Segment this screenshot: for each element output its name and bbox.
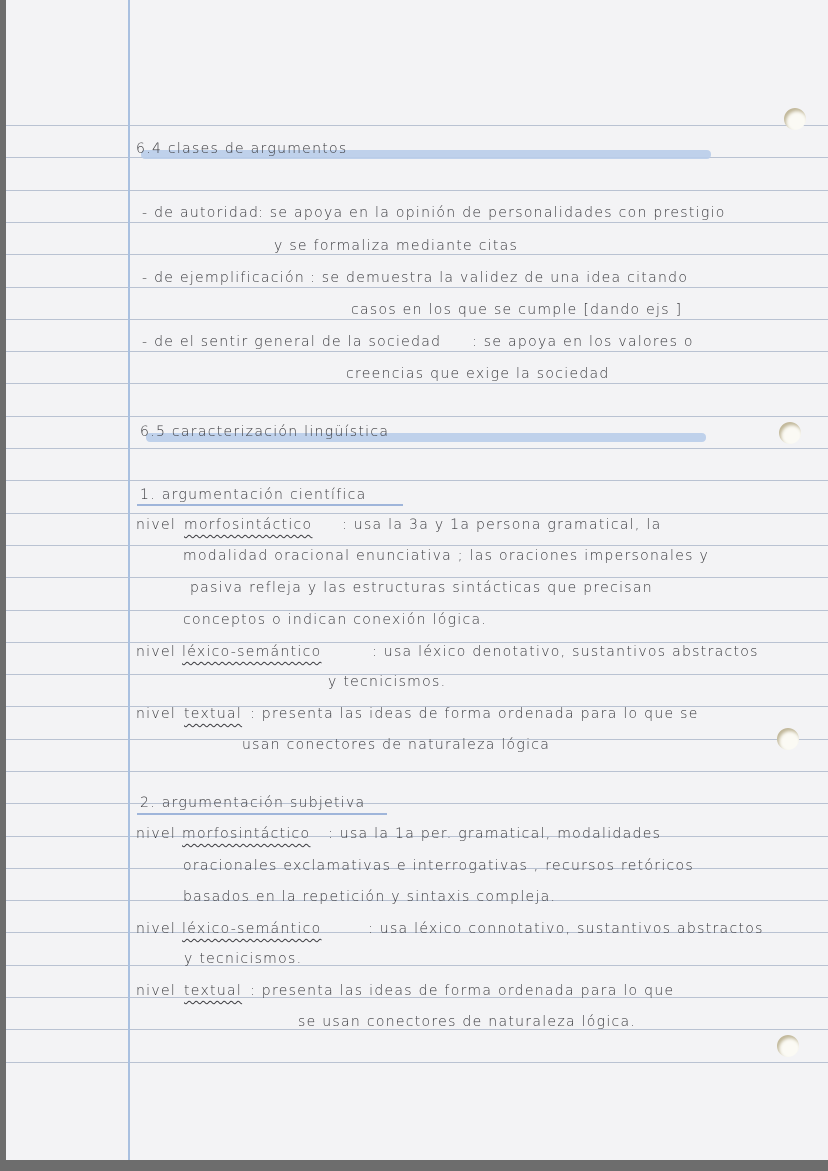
level-name: léxico-semántico <box>182 921 322 937</box>
item-label: - de el sentir general de la sociedad <box>142 334 442 350</box>
level-label: nivel <box>136 983 177 999</box>
level-text: se usan conectores de naturaleza lógica. <box>298 1014 637 1030</box>
item-text: creencias que exige la sociedad <box>346 366 610 382</box>
binder-hole <box>784 108 806 130</box>
level-label: nivel <box>136 706 177 722</box>
item-text: : se apoya en la opinión de personalidades con prestigio <box>258 205 726 221</box>
subtitle-underline <box>137 504 403 506</box>
level-text: usan conectores de naturaleza lógica <box>242 737 551 753</box>
item-label: - de autoridad <box>142 205 260 221</box>
section-title: 6.5 caracterización lingüística <box>140 424 390 440</box>
level-text: : presenta las ideas de forma ordenada para lo que se <box>250 706 699 722</box>
item-text: casos en los que se cumple [dando ejs ] <box>351 302 683 318</box>
level-name: morfosintáctico <box>184 517 313 533</box>
binder-hole <box>777 1035 799 1057</box>
level-text: : usa léxico denotativo, sustantivos abstractos <box>372 644 759 660</box>
level-text: y tecnicismos. <box>328 674 447 690</box>
level-text: : usa la 1a per. gramatical, modalidades <box>328 826 662 842</box>
level-name: léxico-semántico <box>182 644 322 660</box>
binder-hole <box>779 422 801 444</box>
level-text: pasiva refleja y las estructuras sintácticas que precisan <box>190 580 653 596</box>
level-name: textual <box>184 706 243 722</box>
item-text: y se formaliza mediante citas <box>274 238 519 254</box>
margin-line <box>128 0 130 1160</box>
level-label: nivel <box>136 921 177 937</box>
level-text: : usa la 3a y 1a persona gramatical, la <box>342 517 662 533</box>
level-text: basados en la repetición y sintaxis compleja. <box>183 889 557 905</box>
item-text: : se demuestra la validez de una idea citando <box>310 270 689 286</box>
subsection-title: 1. argumentación científica <box>140 487 367 503</box>
level-text: y tecnicismos. <box>184 951 303 967</box>
item-label: - de ejemplificación <box>142 270 305 286</box>
notebook-page <box>6 0 828 1160</box>
level-text: : presenta las ideas de forma ordenada para lo que <box>250 983 675 999</box>
level-label: nivel <box>136 826 177 842</box>
level-text: conceptos o indican conexión lógica. <box>183 612 488 628</box>
section-title: 6.4 clases de argumentos <box>136 141 348 157</box>
binder-hole <box>777 728 799 750</box>
level-text: : usa léxico connotativo, sustantivos abstractos <box>368 921 764 937</box>
level-name: textual <box>184 983 243 999</box>
level-text: modalidad oracional enunciativa ; las oraciones impersonales y <box>183 548 710 564</box>
subtitle-underline <box>137 813 387 815</box>
level-label: nivel <box>136 517 177 533</box>
item-text: : se apoya en los valores o <box>472 334 694 350</box>
level-name: morfosintáctico <box>182 826 311 842</box>
subsection-title: 2. argumentación subjetiva <box>140 795 366 811</box>
level-text: oracionales exclamativas e interrogativas , recursos retóricos <box>183 858 695 874</box>
level-label: nivel <box>136 644 177 660</box>
